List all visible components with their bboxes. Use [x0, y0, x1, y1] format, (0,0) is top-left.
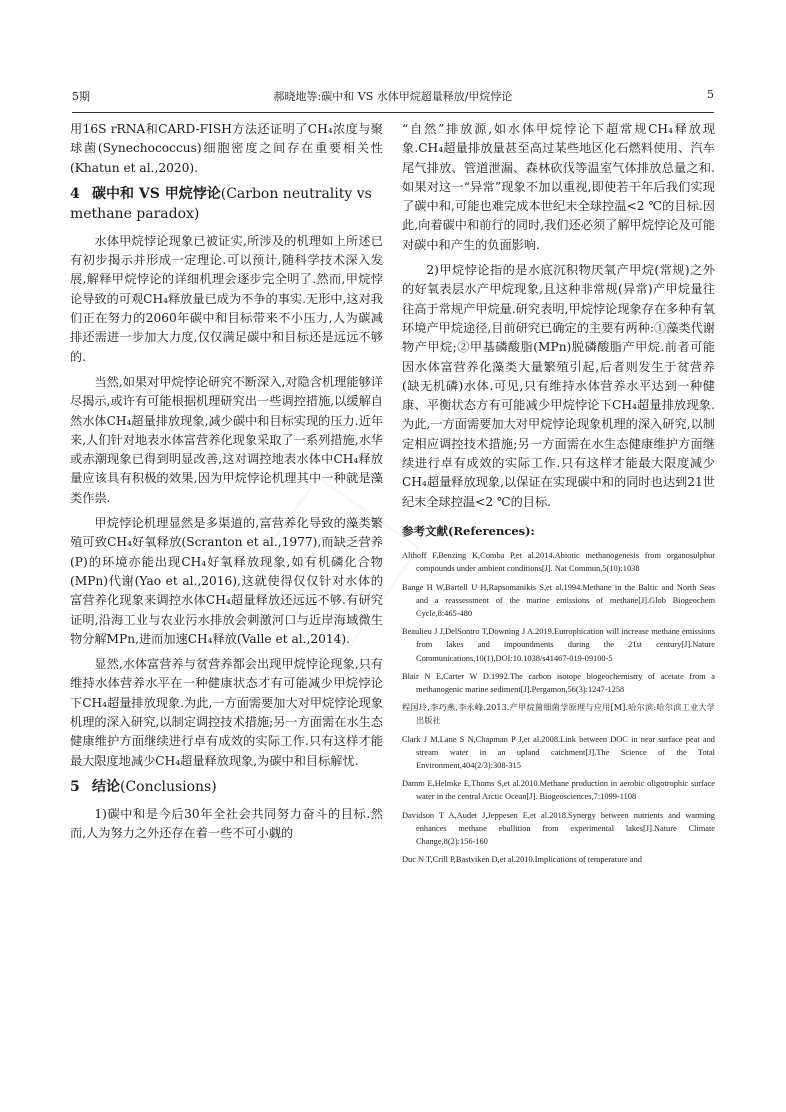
right-column — [402, 120, 715, 1080]
paragraph: 1)碳中和是今后30年全社会共同努力奋斗的目标.然而,人为努力之外还存在着一些不可小觑的 — [70, 806, 383, 841]
section-heading-4 — [70, 184, 383, 224]
section-number: 5 — [70, 778, 80, 795]
reference-list — [402, 549, 715, 866]
page-number: 5 — [707, 88, 714, 101]
reference-item: Bange H W,Bartell U H,Rapsomanikis S,et al.1994.Methane in the Baltic and North Seas and a reassessment of the marine emissions of methane[J].Glob Biogeochem Cycle,8:465-480 — [402, 582, 715, 619]
paragraph: 显然,水体富营养与贫营养都会出现甲烷悖论现象,只有维持水体营养水平在一种健康状态才有可能减少甲烷悖论下CH₄超量排放现象.为此,一方面需要加大对甲烷悖论现象机理的深入研究,以制定调控技术措施;另一方面需在水生态健康维护方面继续进行卓有成效的实际工作.只有这样才能最大限度地减少CH₄超量释放现象,为碳中和目标解忧. — [70, 657, 383, 768]
section-number: 4 — [70, 185, 80, 202]
paragraph: 当然,如果对甲烷悖论研究不断深入,对隐含机理能够详尽揭示,或许有可能根据机理研究出一些调控措施,以缓解自然水体CH₄超量排放现象,减少碳中和目标实现的压力.近年来,人们针对地表水体富营养化现象采取了一系列措施,水华或赤潮现象已得到明显改善,这对调控地表水体中CH₄释放量应该具有积极的效果,因为甲烷悖论机理其中一种就是藻类作祟. — [70, 374, 383, 505]
reference-item: Duc N T,Crill P,Bastviken D,et al.2010.Implications of temperature and — [402, 855, 642, 865]
reference-item: 程国玲,李巧燕,李永峰.2013.产甲烷菌细菌学原理与应用[M].哈尔滨:哈尔滨工业大学出版社 — [402, 702, 715, 726]
left-column — [70, 120, 383, 1080]
paragraph: 用16S rRNA和CARD-FISH方法还证明了CH₄浓度与聚球菌(Synechococcus)细胞密度之间存在重要相关性(Khatun et al.,2020). — [70, 122, 383, 175]
section-title-en: (Carbon neutrality vs methane paradox) — [70, 185, 372, 222]
running-title: 郝晓地等:碳中和 VS 水体甲烷超量释放/甲烷悖论 — [273, 90, 513, 103]
paragraph: 2)甲烷悖论指的是水底沉积物厌氧产甲烷(常规)之外的好氧表层水产甲烷现象,且这种非常规(异常)产甲烷量往往高于常规产甲烷量.研究表明,甲烷悖论现象存在多种有氧环境产甲烷途径,目前研究已确定的主要有两种:①藻类代谢物产甲烷;②甲基磷酸脂(MPn)脱磷酸脂产甲烷.前者可能因水体富营养化藻类大量繁殖引起,后者则发生于贫营养(缺无机磷)水体.可见,只有维持水体营养水平达到一种健康、平衡状态方有可能减少甲烷悖论下CH₄超量排放现象.为此,一方面需要加大对甲烷悖论现象机理的深入研究,以制定相应调控技术措施;另一方面需在水生态健康维护方面继续进行卓有成效的实际工作.只有这样才能最大限度减少CH₄超量释放现象,以保证在实现碳中和的同时也达到21世纪末全球控温<2 ℃的目标. — [402, 263, 715, 509]
references-heading: 参考文献(References): — [402, 523, 535, 538]
reference-item: Davidson T A,Audet J,Jeppesen E,et al.2018.Synergy between nutrients and warming enhances methane ebullition from experimental lakes[J].Nature Climate Change,8(2):156-160 — [402, 810, 715, 847]
reference-item: Blair N E,Carter W D.1992.The carbon isotope biogeochemistry of acetate from a methanogenic marine sediment[J].Pergamon,56(3):1247-1258 — [402, 671, 715, 695]
section-title: 碳中和 VS 甲烷悖论 — [92, 185, 221, 202]
section-title-en: (Conclusions) — [120, 778, 217, 795]
paragraph: “自然”排放源,如水体甲烷悖论下超常规CH₄释放现象.CH₄超量排放量甚至高过某些地区化石燃料使用、汽车尾气排放、管道泄漏、森林砍伐等温室气体排放总量之和.如果对这一“异常”现象不加以重视,即使若干年后我们实现了碳中和,可能也难完成本世纪末全球控温<2 ℃的目标.因此,向着碳中和前行的同时,我们还必须了解甲烷悖论及可能对碳中和产生的负面影响. — [402, 122, 715, 252]
section-heading-5 — [70, 777, 383, 797]
reference-item: Beaulieu J J,DelSontro T,Downing J A.2019.Eutrophication will increase methane emissions from lakes and impoundments during the 21st century[J].Nature Communications,10(1),DOI:10.1038/s41467-019-09100-5 — [402, 627, 715, 663]
section-title: 结论 — [92, 778, 120, 795]
paragraph: 甲烷悖论机理显然是多渠道的,富营养化导致的藻类繁殖可致CH₄好氧释放(Scranton et al.,1977),而缺乏营养(P)的环境亦能出现CH₄好氧释放现象,如有机磷化合物(MPn)代谢(Yao et al.,2016),这就使得仅仅针对水体的富营养化现象来调控水体CH₄超量释放还远远不够.有研究证明,沿海工业与农业污水排放会刺激河口与近岸海域微生物分解MPn,进而加速CH₄释放(Valle et al.,2014). — [70, 516, 383, 646]
running-header — [72, 88, 714, 110]
paragraph: 水体甲烷悖论现象已被证实,所涉及的机理如上所述已有初步揭示并形成一定理论.可以预计,随科学技术深入发展,解释甲烷悖论的详细机理会逐步完全明了.然而,甲烷悖论导致的可观CH₄释放量已成为不争的事实.无形中,这对我们正在努力的2060年碳中和目标带来不小压力,人为碳减排还需进一步加大力度,仅仅满足碳中和目标还是远远不够的. — [70, 233, 383, 364]
header-rule — [72, 112, 714, 113]
reference-item: Clark J M,Lane S N,Chapman P J,et al.2008.Link between DOC in near surface peat and stream water in an upland catchment[J].The Science of the Total Environment,404(2/3):308-315 — [402, 734, 715, 771]
issue-label: 5期 — [72, 90, 90, 103]
reference-item: Althoff F,Benzing K,Comba P,et al.2014.Abiotic methanogenesis from organosulphur compounds under ambient conditions[J]. Nat Commun,5(10):1038 — [402, 551, 715, 574]
reference-item: Damm E,Helmke E,Thoms S,et al.2010.Methane production in aerobic oligotrophic surface water in the central Arctic Ocean[J]. Biogeosciences,7:1099-1108 — [402, 779, 715, 802]
